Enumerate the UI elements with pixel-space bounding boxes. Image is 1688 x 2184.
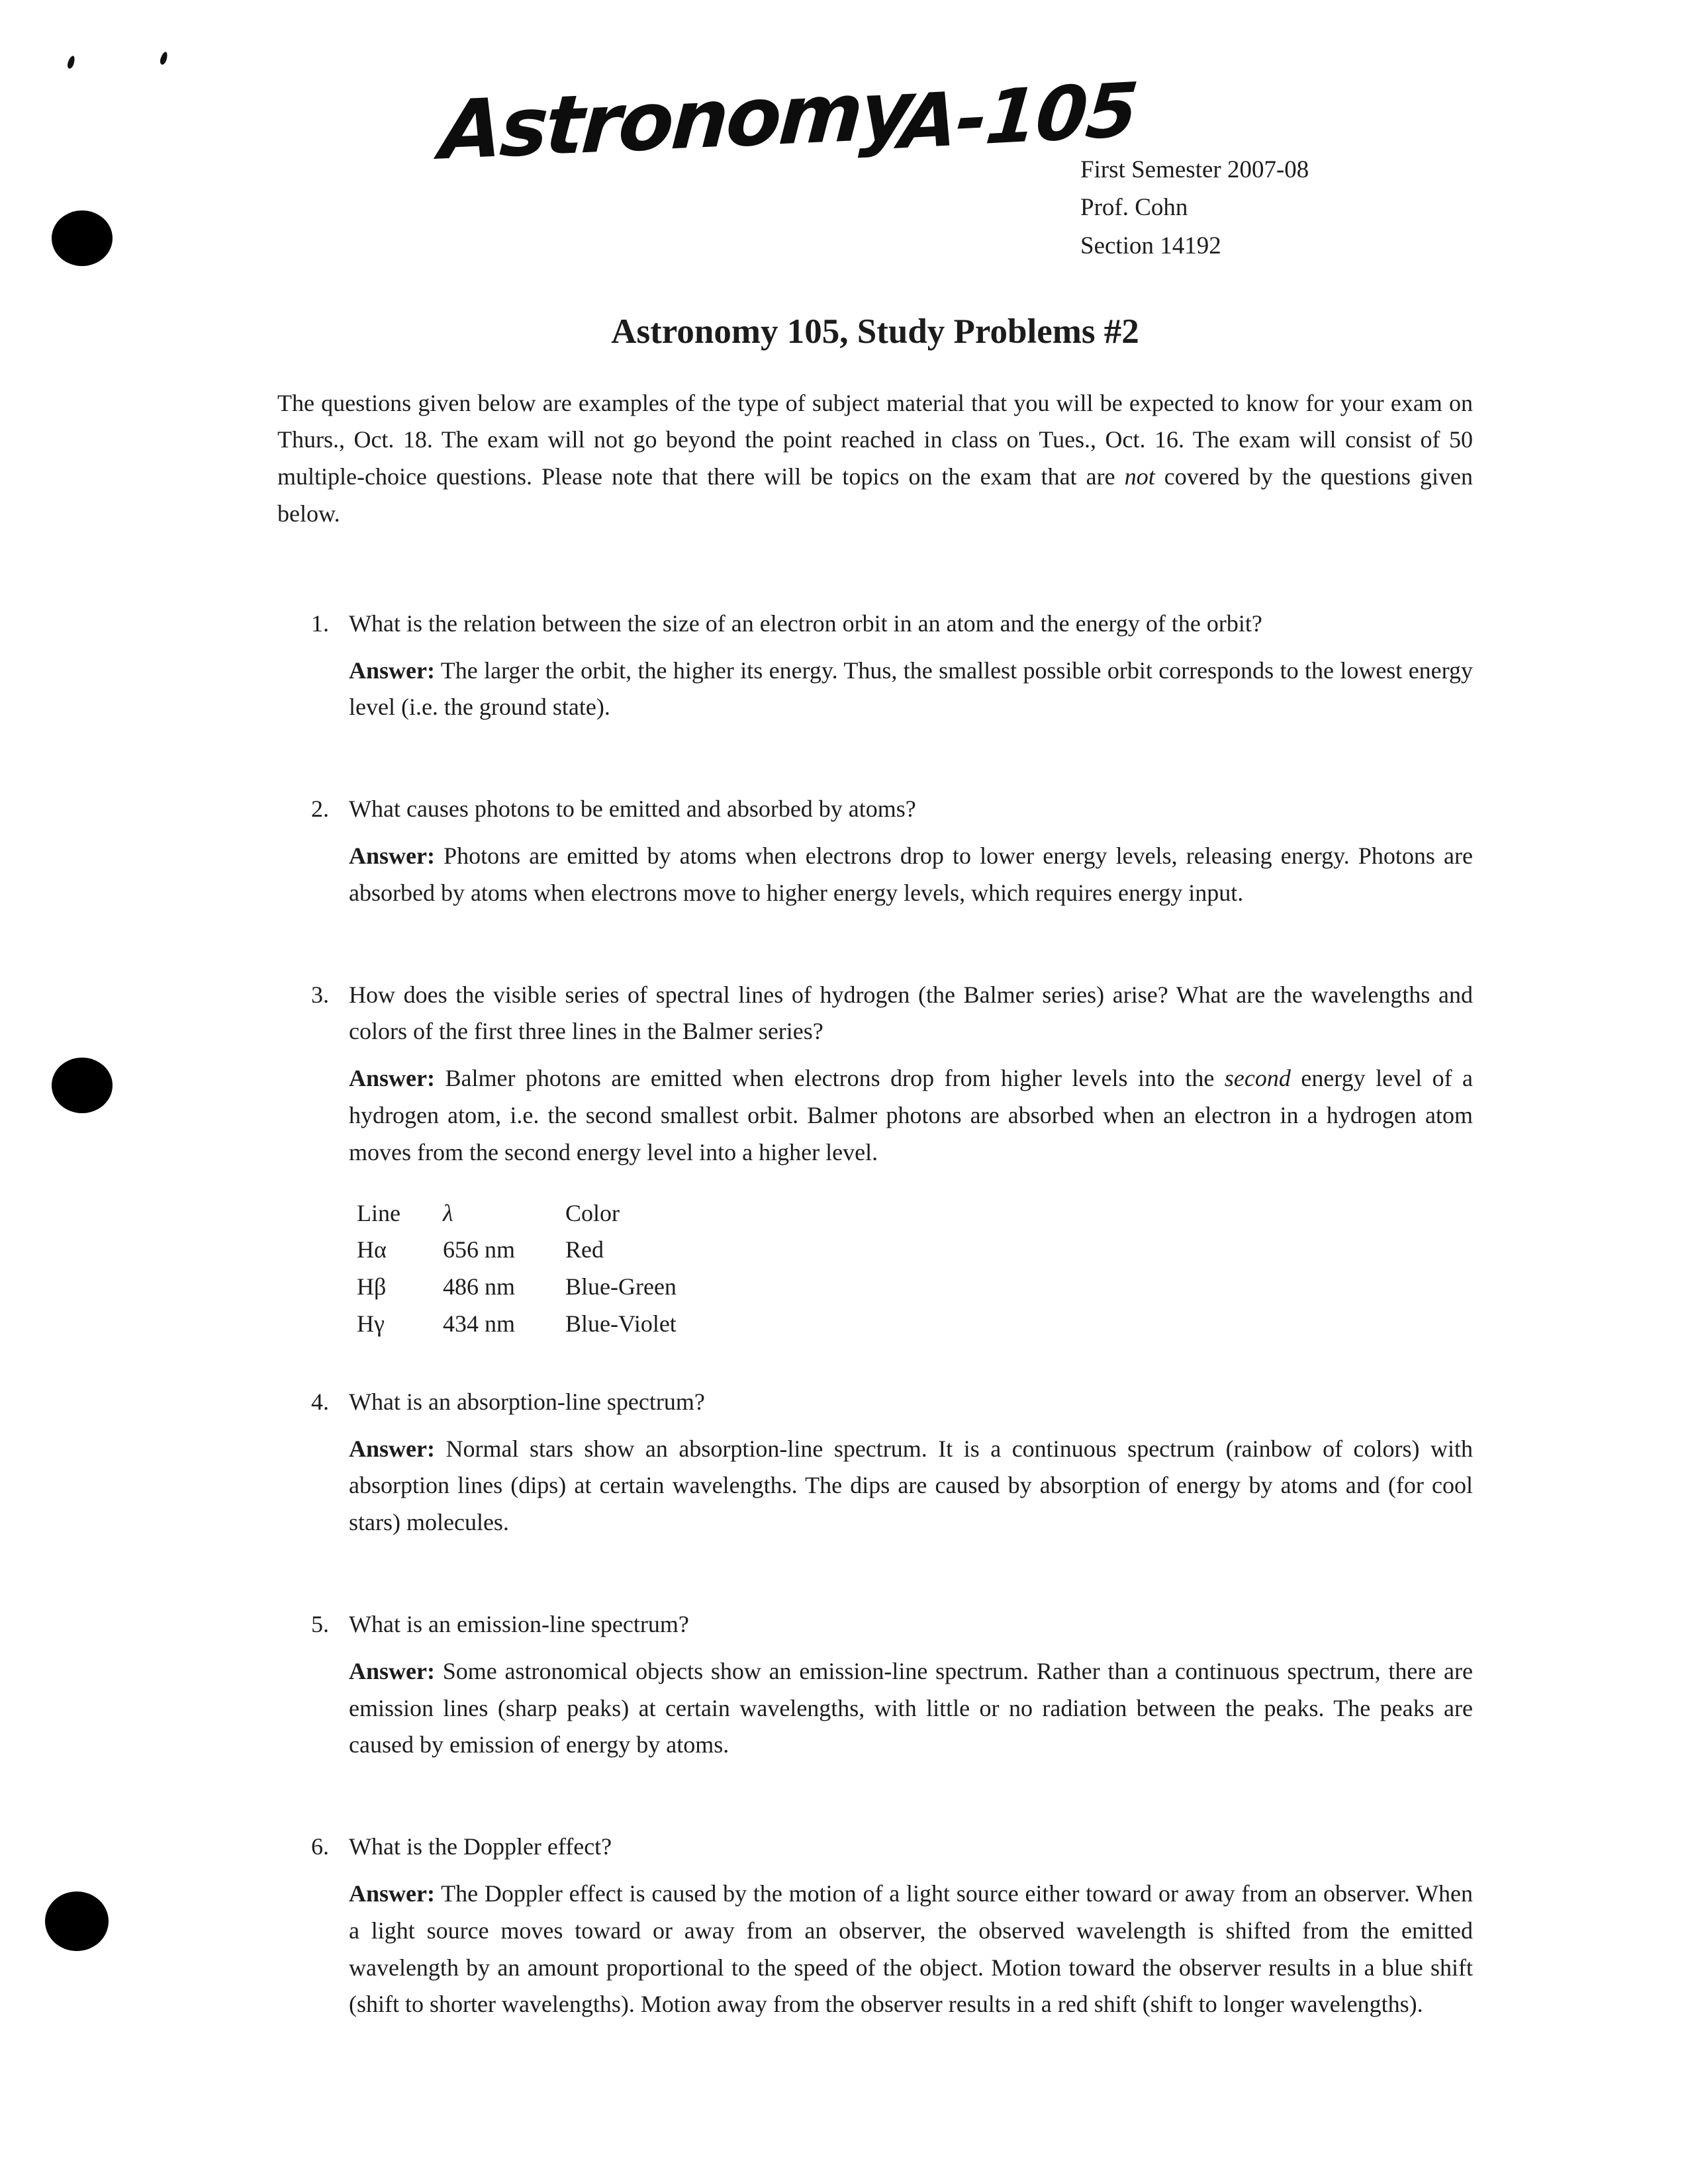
question-text: How does the visible series of spectral lines of hydrogen (the Balmer series) arise? What are the wavelengths and colors of the first three lines in the Balmer series? [349, 981, 1473, 1045]
document-title: Astronomy 105, Study Problems #2 [611, 312, 1139, 351]
line-name-cell: Hα [357, 1236, 387, 1263]
section-line: Section 14192 [1080, 232, 1221, 259]
question-text: What causes photons to be emitted and absorbed by atoms? [349, 796, 916, 823]
question-item-6 [311, 1829, 1473, 2047]
table-header-color: Color [565, 1199, 620, 1226]
question-text: What is the Doppler effect? [349, 1833, 612, 1860]
wavelength-cell: 656 nm [443, 1236, 516, 1263]
question-item-4 [311, 1384, 1473, 1565]
document-body [277, 311, 1473, 2088]
handwritten-subject: Astronomy [438, 63, 914, 178]
intro-paragraph [277, 385, 1473, 533]
course-info-block [1080, 151, 1309, 265]
answer-label: Answer: [349, 1880, 435, 1907]
question-text: What is an emission-line spectrum? [349, 1610, 689, 1637]
intro-text-1: The questions given below are examples of the type of subject material that you will be expected to know for your exam on Thurs., Oct. 18. The exam will not go beyond the point reached in class on Tues., Oct. 16. The exam will consist of 50 multiple-choice questions. Please note that there will be topics on the exam that are [277, 389, 1473, 490]
answer-paragraph [349, 1060, 1473, 1171]
professor-line: Prof. Cohn [1080, 194, 1188, 222]
hole-punch [52, 210, 113, 266]
answer-text: The Doppler effect is caused by the motion of a light source either toward or away from an observer. When a light source moves toward or away from an observer, the observed wavelength is shifted from the emitted wavelength by an amount proportional to the speed of the object. Motion toward the observer results in a blue shift (shift to shorter wavelengths). Motion away from the observer results in a red shift (shift to longer wavelengths). [349, 1880, 1473, 2018]
wavelength-cell: 434 nm [443, 1310, 516, 1337]
question-number: 5. [311, 1610, 329, 1637]
question-number: 3. [311, 981, 329, 1008]
line-name-cell: Hβ [357, 1273, 387, 1300]
answer-paragraph [349, 1876, 1473, 2023]
scan-artifact [159, 51, 169, 66]
answer-label: Answer: [349, 842, 435, 869]
table-header-wavelength: λ [443, 1199, 453, 1226]
answer-label: Answer: [349, 1435, 435, 1462]
answer-text-1: Balmer photons are emitted when electrons drop from higher levels into the [445, 1065, 1225, 1092]
table-row [357, 1269, 677, 1306]
intro-emphasis: not [1124, 463, 1155, 490]
answer-text-2: energy level of a hydrogen atom, i.e. the second smallest orbit. Balmer photons are absorbed when an electron in a hydrogen atom moves from the second energy level into a higher level. [349, 1065, 1474, 1165]
answer-text: The larger the orbit, the higher its energy. Thus, the smallest possible orbit corresponds to the lowest energy level (i.e. the ground state). [349, 657, 1473, 721]
answer-text: Some astronomical objects show an emission-line spectrum. Rather than a continuous spectrum, there are emission lines (sharp peaks) at certain wavelengths, with little or no radiation between the peaks. The peaks are caused by emission of energy by atoms. [349, 1657, 1473, 1758]
table-row [357, 1232, 677, 1269]
question-number: 4. [311, 1388, 329, 1415]
table-header-row [357, 1195, 677, 1232]
intro-text-2: covered by the questions given below. [277, 463, 1474, 527]
table-header-line: Line [357, 1199, 400, 1226]
hole-punch [52, 1058, 113, 1113]
scan-artifact [66, 55, 76, 69]
answer-paragraph [349, 838, 1473, 912]
semester-line: First Semester 2007-08 [1080, 156, 1309, 183]
question-text: What is an absorption-line spectrum? [349, 1388, 705, 1415]
question-number: 2. [311, 796, 329, 823]
answer-label: Answer: [349, 1065, 435, 1092]
question-number: 6. [311, 1833, 329, 1860]
question-item-1 [311, 606, 1473, 750]
question-item-2 [311, 791, 1473, 935]
wavelength-cell: 486 nm [443, 1273, 516, 1300]
handwritten-course-number: A-105 [896, 67, 1141, 166]
answer-text: Normal stars show an absorption-line spectrum. It is a continuous spectrum (rainbow of colors) with absorption lines (dips) at certain wavelengths. The dips are caused by absorption of energy by atoms and (for cool stars) molecules. [349, 1435, 1474, 1536]
hole-punch [45, 1891, 109, 1951]
answer-text: Photons are emitted by atoms when electrons drop to lower energy levels, releasing energy. Photons are absorbed by atoms when electrons move to higher energy levels, which requires energy input. [349, 842, 1474, 906]
question-text: What is the relation between the size of an electron orbit in an atom and the energy of the orbit? [349, 610, 1262, 637]
question-item-3 [311, 977, 1473, 1343]
color-cell: Blue-Violet [565, 1310, 677, 1337]
color-cell: Blue-Green [565, 1273, 677, 1300]
table-row [357, 1306, 677, 1343]
answer-label: Answer: [349, 1657, 435, 1684]
balmer-lines-table [357, 1195, 677, 1343]
color-cell: Red [565, 1236, 604, 1263]
answer-paragraph [349, 1653, 1473, 1764]
question-number: 1. [311, 610, 329, 637]
question-item-5 [311, 1606, 1473, 1788]
answer-emphasis: second [1224, 1065, 1291, 1092]
answer-paragraph [349, 653, 1473, 727]
answer-paragraph [349, 1431, 1473, 1541]
line-name-cell: Hγ [357, 1310, 385, 1337]
answer-label: Answer: [349, 657, 435, 684]
